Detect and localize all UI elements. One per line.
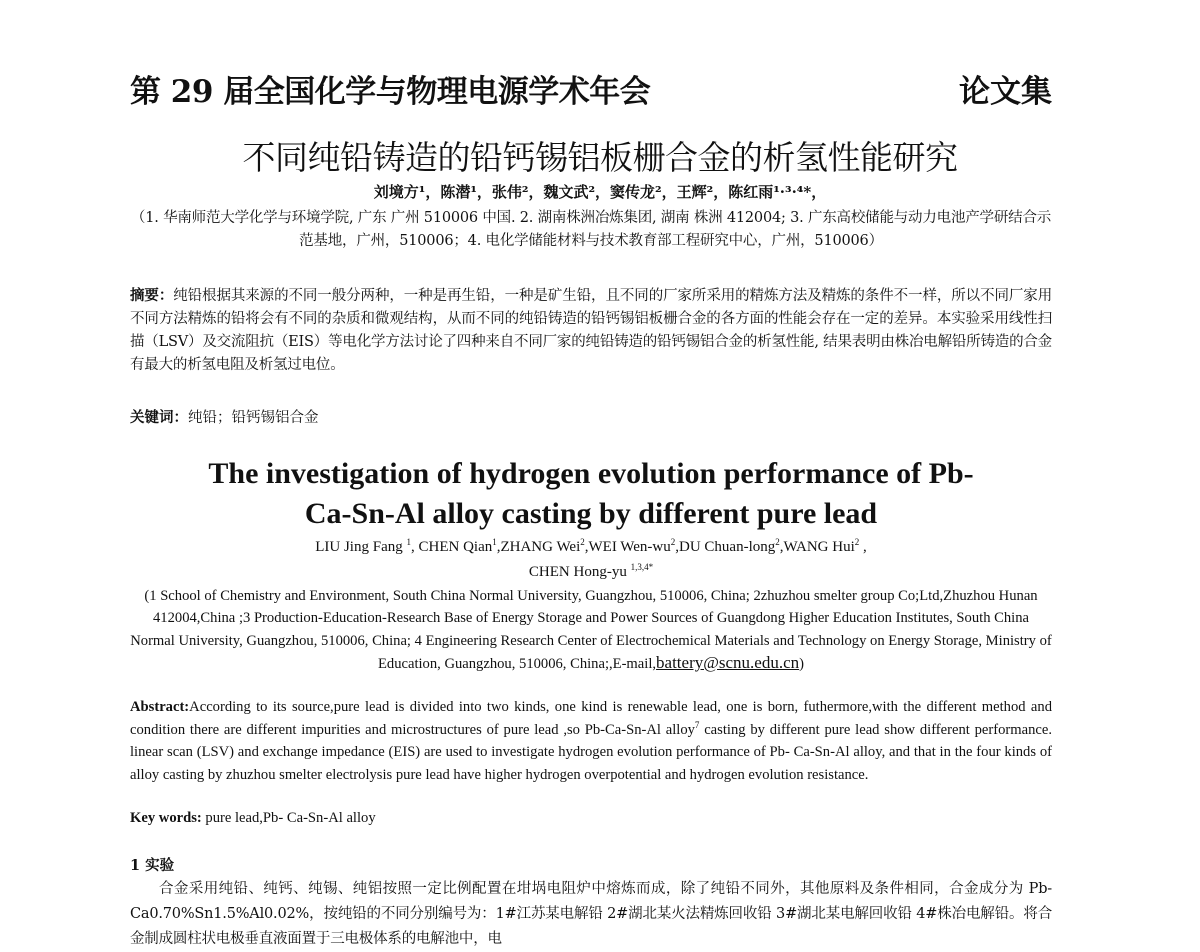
author-name: ,WEI Wen-wu	[584, 539, 671, 555]
chinese-keywords-label: 关键词：	[130, 409, 188, 426]
author-name: ,WANG Hui	[779, 539, 855, 555]
section-heading: 1 实验	[130, 857, 175, 874]
english-abstract	[130, 696, 1052, 786]
chinese-abstract-text: 纯铅根据其来源的不同一般分两种，一种是再生铅，一种是矿生铅，且不同的厂家所采用的精炼方法及精炼的条件不一样，所以不同厂家用不同方法精炼的铅将会有不同的杂质和微观结构，从而不同的纯铅铸造的铅钙锡铝板栅合金的各方面的性能会存在一定的差异。本实验采用线性扫描（LSV）及交流阻抗（EIS）等电化学方法讨论了四种来自不同厂家的纯铅铸造的铅钙锡铝合金的析氢性能, 结果表明由株冶电解铅所铸造的合金有最大的析氢电阻及析氢过电位。	[130, 288, 1053, 373]
author-name: LIU Jing Fang	[315, 539, 407, 555]
chinese-title: 不同纯铅铸造的铅钙锡铝板栅合金的析氢性能研究	[242, 138, 958, 177]
author-separator: ,	[859, 539, 867, 555]
english-affiliation	[130, 585, 1052, 675]
english-abstract-label: Abstract:	[130, 699, 190, 715]
english-affiliation-end: )	[799, 655, 805, 672]
author-name: ,ZHANG Wei	[496, 539, 581, 555]
english-authors-line-1	[130, 535, 1052, 560]
author-name: CHEN Hong-yu	[528, 564, 631, 580]
author-name: , CHEN Qian	[410, 539, 493, 555]
page-header	[130, 66, 1052, 110]
english-authors	[130, 535, 1052, 585]
chinese-affiliation: （1. 华南师范大学化学与环境学院, 广东 广州 510006 中国. 2. 湖南株洲冶炼集团, 湖南 株洲 412004; 3. 广东高校储能与动力电池产学研结合示范基地，广州，510006；4. 电化学储能材料与技术教育部工程研究中心，广州，510006）	[130, 210, 1052, 249]
english-abstract-sup: 7	[694, 719, 700, 730]
author-affil-mark: 1	[492, 537, 497, 547]
english-authors-line-2	[130, 560, 1052, 585]
english-title-line-2: Ca-Sn-Al alloy casting by different pure lead	[304, 497, 878, 530]
author-affil-mark: 1,3,4*	[630, 562, 654, 572]
email-link[interactable]: battery@scnu.edu.cn	[656, 652, 800, 672]
english-affiliation-text: (1 School of Chemistry and Environment, South China Normal University, Guangzhou, 510006, China; 2zhuzhou smelter group Co;Ltd,Zhuzhou Hunan 412004,China ;3 Production-Education-Research Base of Energy Storage and Power Sources of Guangdong Higher Education Institutes, South China Normal University, Guangzhou, 510006, China; 4 Engineering Research Center of Electrochemical Materials and Technology on Energy Storage, Ministry of Education, Guangzhou, 510006, China;,E-mail,	[130, 588, 1052, 672]
english-abstract-text-1: According to its source,pure lead is divided into two kinds, one kind is renewable lead, one is born, futhermore,with the different method and condition there are different impurities and microstructures of pure lead ,so Pb-Ca-Sn-Al alloy	[130, 699, 1052, 738]
english-title-line-1: The investigation of hydrogen evolution performance of Pb-	[208, 457, 974, 490]
author-affil-mark: 2	[670, 537, 676, 547]
author-name: ,DU Chuan-long	[675, 539, 776, 555]
author-affil-mark: 2	[775, 537, 780, 547]
collection-label: 论文集	[959, 74, 1052, 110]
english-keywords-text: pure lead,Pb- Ca-Sn-Al alloy	[201, 810, 376, 826]
section-body: 合金采用纯铅、纯钙、纯锡、纯铝按照一定比例配置在坩埚电阻炉中熔炼而成，除了纯铅不同外，其他原料及条件相同，合金成分为 Pb-Ca0.70%Sn1.5%Al0.02%，按纯铅的不同分别编号为：1#江苏某电解铅 2#湖北某火法精炼回收铅 3#湖北某电解回收铅 4#株冶电解铅。将合金制成圆柱状电极垂直液面置于三电极体系的电解池中，电	[130, 881, 1052, 947]
chinese-abstract-label: 摘要：	[130, 287, 174, 304]
chinese-keywords-text: 纯铅；铅钙锡铝合金	[188, 410, 319, 426]
author-affil-mark: 2	[854, 537, 860, 547]
english-keywords	[130, 807, 1052, 829]
english-keywords-label: Key words:	[130, 810, 202, 826]
chinese-keywords	[130, 406, 1052, 430]
author-affil-mark: 1	[406, 537, 411, 547]
english-abstract-text-2: casting by different pure lead show different performance. linear scan (LSV) and exchange impedance (EIS) are used to investigate hydrogen evolution performance of Pb- Ca-Sn-Al alloy, and that in the four kinds of alloy casting by zhuzhou smelter electrolysis pure lead have higher hydrogen overpotential and hydrogen evolution resistance.	[130, 721, 1052, 783]
chinese-authors: 刘境方¹，陈潜¹，张伟²，魏文武²，窦传龙²，王辉²，陈红雨¹·³·⁴*，	[373, 183, 827, 201]
chinese-abstract	[130, 284, 1052, 377]
author-affil-mark: 2	[580, 537, 585, 547]
english-title	[130, 454, 1052, 534]
conference-name: 第 29 届全国化学与物理电源学术年会	[130, 74, 651, 110]
